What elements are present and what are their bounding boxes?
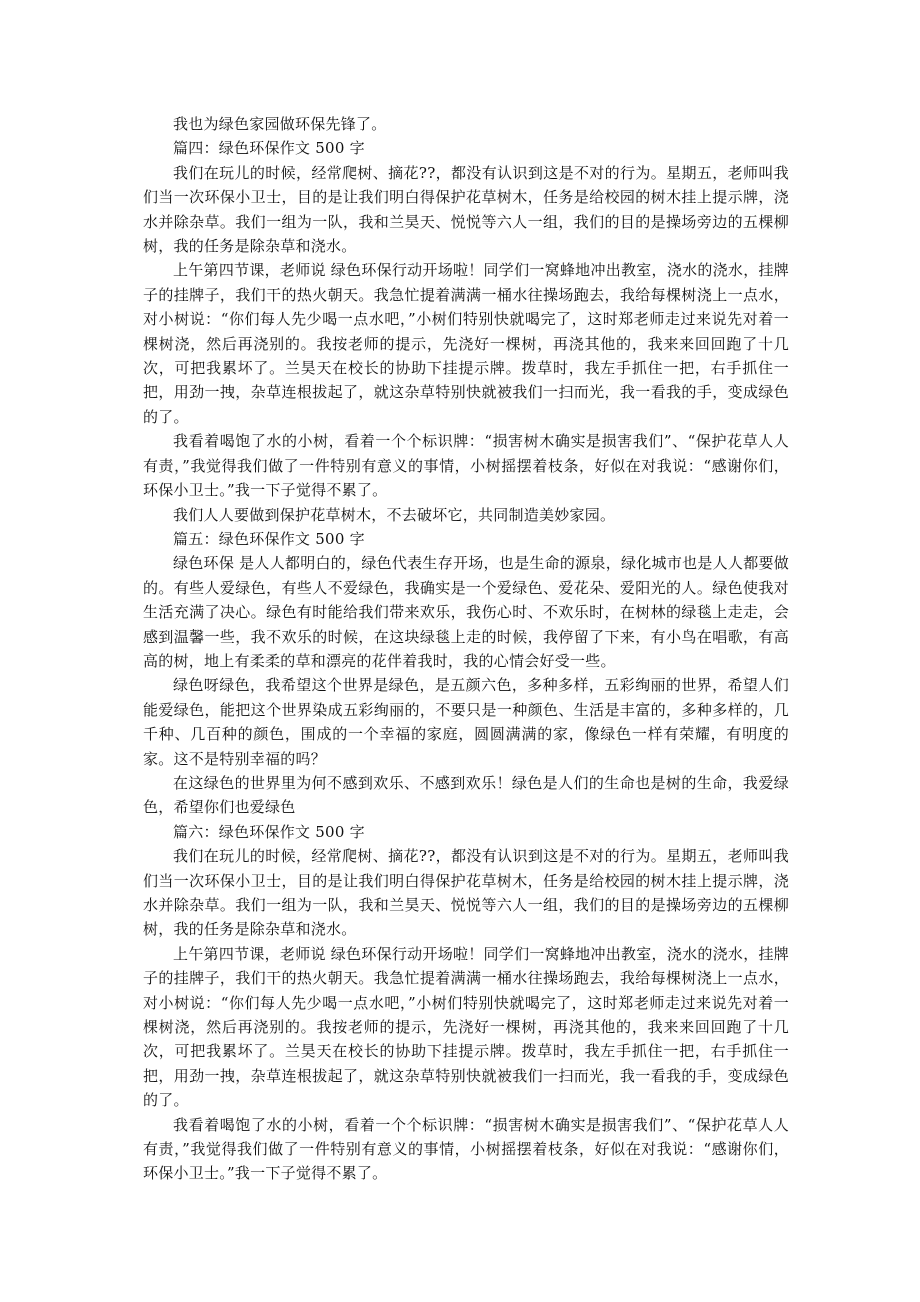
essay-6-paragraph-3: 我看着喝饱了水的小树，看着一个个标识牌：“损害树木确实是损害我们”、“保护花草人人有责，”我觉得我们做了一件特别有意义的事情，小树摇摆着枝条，好似在对我说：“感谢你们，环保小卫士。”我一下子觉得不累了。 (143, 1115, 789, 1183)
essay-5-paragraph-3: 在这绿色的世界里为何不感到欢乐、不感到欢乐！绿色是人们的生命也是树的生命，我爱绿色，希望你们也爱绿色 (143, 773, 789, 817)
essay-6-title: 篇六：绿色环保作文 500 字 (173, 822, 365, 841)
essay-4-title: 篇四：绿色环保作文 500 字 (173, 139, 365, 158)
essay-5-paragraph-1: 绿色环保 是人人都明白的，绿色代表生存开场，也是生命的源泉，绿化城市也是人人都要做的。有些人爱绿色，有些人不爱绿色，我确实是一个爱绿色、爱花朵、爱阳光的人。绿色使我对生活充满了决心。绿色有时能给我们带来欢乐，我伤心时、不欢乐时，在树林的绿毯上走走，会感到温馨一些，我不欢乐的时候，在这块绿毯上走的时候，我停留了下来，有小鸟在唱歌，有高高的树，地上有柔柔的草和漂亮的花伴着我时，我的心情会好受一些。 (143, 554, 789, 670)
essay-4-paragraph-3: 我看着喝饱了水的小树，看着一个个标识牌：“损害树木确实是损害我们”、“保护花草人人有责，”我觉得我们做了一件特别有意义的事情，小树摇摆着枝条，好似在对我说：“感谢你们，环保小卫士。”我一下子觉得不累了。 (143, 432, 789, 500)
essay-5-paragraph-2: 绿色呀绿色，我希望这个世界是绿色，是五颜六色，多种多样，五彩绚丽的世界，希望人们能爱绿色，能把这个世界染成五彩绚丽的，不要只是一种颜色、生活是丰富的，多种多样的，几千种、几百种的颜色，围成的一个幸福的家庭，圆圆满满的家，像绿色一样有荣耀，有明度的家。这不是特别幸福的吗？ (143, 676, 789, 768)
essay-6-paragraph-1: 我们在玩儿的时候，经常爬树、摘花??，都没有认识到这是不对的行为。星期五，老师叫我们当一次环保小卫士，目的是让我们明白得保护花草树木，任务是给校园的树木挂上提示牌，浇水并除杂草。我们一组为一队，我和兰昊天、悦悦等六人一组，我们的目的是操场旁边的五棵柳树，我的任务是除杂草和浇水。 (143, 847, 789, 939)
essay-6-paragraph-2: 上午第四节课，老师说 绿色环保行动开场啦！同学们一窝蜂地冲出教室，浇水的浇水，挂牌子的挂牌子，我们干的热火朝天。我急忙提着满满一桶水往操场跑去，我给每棵树浇上一点水，对小树说：“你们每人先少喝一点水吧，”小树们特别快就喝完了，这时郑老师走过来说先对着一棵树浇，然后再浇别的。我按老师的提示，先浇好一棵树，再浇其他的，我来来回回跑了十几次，可把我累坏了。兰昊天在校长的协助下挂提示牌。拨草时，我左手抓住一把，右手抓住一把，用劲一拽，杂草连根拔起了，就这杂草特别快就被我们一扫而光，我一看我的手，变成绿色的了。 (143, 944, 789, 1110)
document-page (143, 112, 789, 1186)
paragraph-closing-essay-3: 我也为绿色家园做环保先锋了。 (173, 115, 387, 133)
essay-5-title: 篇五：绿色环保作文 500 字 (173, 529, 365, 548)
essay-4-paragraph-2: 上午第四节课，老师说 绿色环保行动开场啦！同学们一窝蜂地冲出教室，浇水的浇水，挂牌子的挂牌子，我们干的热火朝天。我急忙提着满满一桶水往操场跑去，我给每棵树浇上一点水，对小树说：“你们每人先少喝一点水吧，”小树们特别快就喝完了，这时郑老师走过来说先对着一棵树浇，然后再浇别的。我按老师的提示，先浇好一棵树，再浇其他的，我来来回回跑了十几次，可把我累坏了。兰昊天在校长的协助下挂提示牌。拨草时，我左手抓住一把，右手抓住一把，用劲一拽，杂草连根拔起了，就这杂草特别快就被我们一扫而光，我一看我的手，变成绿色的了。 (143, 261, 789, 426)
essay-4-paragraph-1: 我们在玩儿的时候，经常爬树、摘花??，都没有认识到这是不对的行为。星期五，老师叫我们当一次环保小卫士，目的是让我们明白得保护花草树木，任务是给校园的树木挂上提示牌，浇水并除杂草。我们一组为一队，我和兰昊天、悦悦等六人一组，我们的目的是操场旁边的五棵柳树，我的任务是除杂草和浇水。 (143, 163, 789, 256)
essay-4-paragraph-4: 我们人人要做到保护花草树木，不去破坏它，共同制造美妙家园。 (173, 505, 616, 524)
